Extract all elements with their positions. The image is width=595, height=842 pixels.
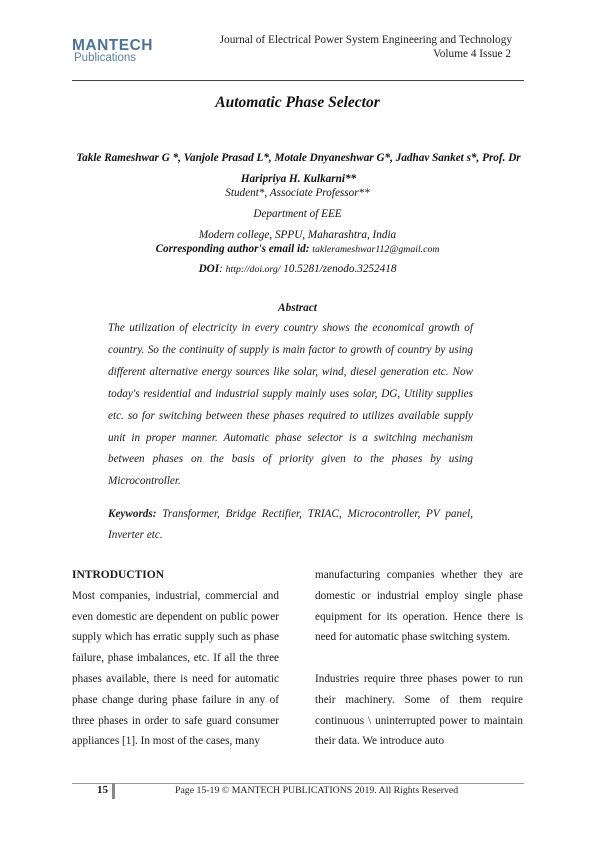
email-address[interactable]: taklerameshwar112@gmail.com [312,244,440,255]
footer-copyright: Page 15-19 © MANTECH PUBLICATIONS 2019. All Rights Reserved [175,785,459,796]
doi-line: DOI: http://doi.org/ 10.5281/zenodo.3252418 [198,263,397,275]
page-number: 15 [97,784,108,796]
department: Department of EEE [253,208,342,220]
article-title: Automatic Phase Selector [215,94,380,111]
volume-issue: Volume 4 Issue 2 [433,48,511,60]
right-column [315,565,523,752]
doi-value[interactable]: 10.5281/zenodo.3252418 [283,263,397,275]
author-list: Takle Rameshwar G *, Vanjole Prasad L*, Motale Dnyaneshwar G*, Jadhav Sanket s*, Prof. Dr Haripriya H. Kulkarni** [76,152,521,185]
institution: Modern college, SPPU, Maharashtra, India [198,229,397,241]
abstract-heading: Abstract [278,302,317,314]
journal-name: Journal of Electrical Power System Engineering and Technology [219,34,512,46]
corresponding-author [0,242,595,257]
page-number-bar [112,783,115,799]
header-divider [72,80,524,81]
section-heading-introduction: INTRODUCTION [72,569,165,581]
logo-subtitle: Publications [74,52,137,64]
intro-paragraph-left: Most companies, industrial, commercial and even domestic are dependent on public power supply which has erratic supply such as phase failure, phase imbalances, etc. If all the three phases available, there is need for automatic phase change during phase failure in any of three phases in order to safe guard consumer appliances [1]. In most of the cases, many [72,589,279,748]
doi-url[interactable]: http://doi.org/ [225,264,281,275]
keywords-label: Keywords: [108,508,157,520]
abstract-text: The utilization of electricity in every country shows the economical growth of country. So the continuity of supply is main factor to growth of country by using different alternative energy sources like solar, wind, diesel generation etc. Now today's residential and industrial supply mainly uses solar, DG, Utility supplies etc. so for switching between these phases required to utilizes available supply unit in proper manner. Automatic phase selector is a switching mechanism between phases on the basis of priority given to the phases by using Microcontroller. [108,322,473,488]
intro-paragraph-right-2: Industries require three phases power to run their machinery. Some of them require continuous \ uninterrupted power to maintain their data. We introduce auto [315,672,523,748]
email-label: Corresponding author's email id: [155,243,310,255]
keywords-text: Transformer, Bridge Rectifier, TRIAC, Microcontroller, PV panel, Inverter etc. [108,508,473,541]
left-column [72,565,279,752]
doi-label: DOI [198,263,220,275]
keywords [108,504,473,546]
logo-wordmark: MANTECH [72,37,153,54]
publisher-logo [72,38,152,68]
author-roles: Student*, Associate Professor** [225,187,370,199]
intro-paragraph-right-1: manufacturing companies whether they are domestic or industrial employ single phase equipment for its operation. Hence there is need for automatic phase switching system. [315,569,523,644]
paragraph-gap [315,648,523,669]
